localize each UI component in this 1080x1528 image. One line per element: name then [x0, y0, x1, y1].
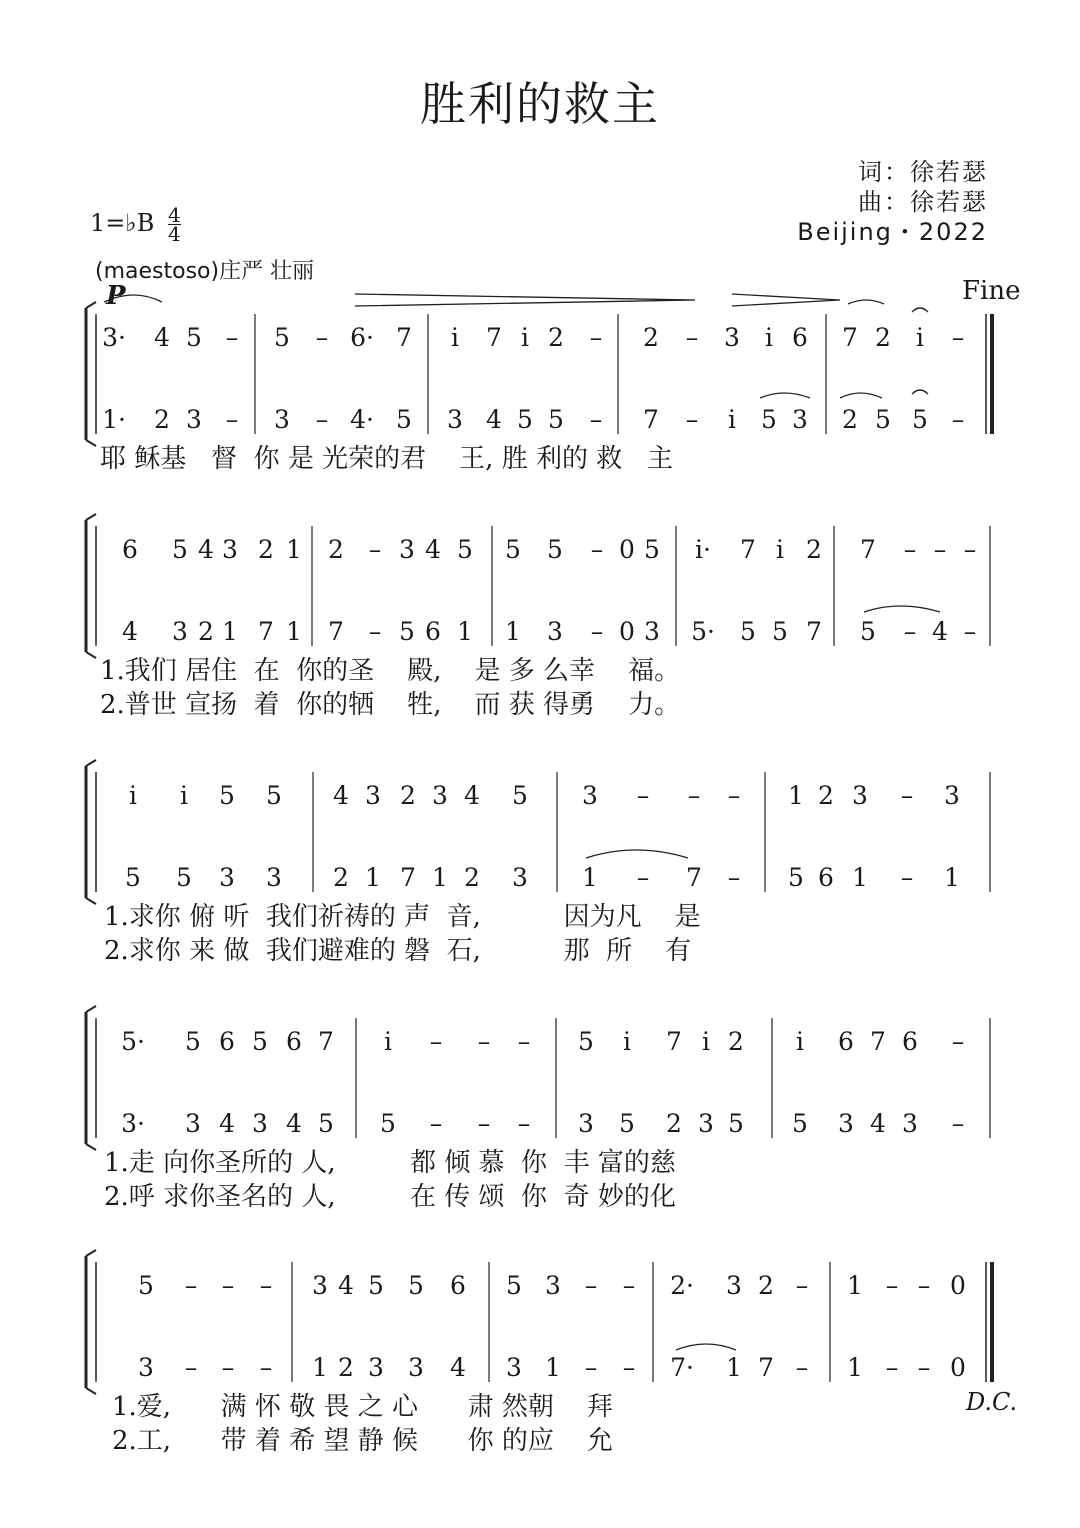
slur — [760, 393, 810, 398]
upper-note: 7 — [860, 535, 876, 564]
lower-note: 7 — [258, 617, 274, 646]
lower-note: 5 — [619, 1109, 635, 1138]
lower-note: 3 — [186, 405, 202, 434]
upper-note: 5 — [408, 1271, 424, 1300]
upper-note: 5 — [252, 1027, 268, 1056]
upper-note: 3 — [852, 781, 868, 810]
place-year-credit: Beijing・2022 — [797, 218, 988, 246]
lower-note: 3 — [274, 405, 290, 434]
slur — [676, 1344, 736, 1350]
lower-note: – — [963, 617, 977, 646]
slur — [864, 606, 940, 612]
lower-note: 1 — [944, 863, 960, 892]
lower-note: 6 — [818, 863, 834, 892]
time-numerator: 4 — [167, 203, 181, 227]
lower-note: – — [429, 1109, 443, 1138]
slur — [586, 850, 688, 858]
upper-note: 3· — [102, 323, 126, 352]
upper-note: – — [225, 323, 239, 352]
lower-note: 2 — [154, 405, 170, 434]
upper-note: 7 — [318, 1027, 334, 1056]
upper-note: – — [727, 781, 741, 810]
system-bracket-hook — [86, 302, 96, 308]
upper-note: 3 — [399, 535, 415, 564]
upper-note: i — [623, 1027, 631, 1056]
lower-note: 1 — [222, 617, 238, 646]
lower-note: 5 — [125, 863, 141, 892]
lower-note: 0 — [619, 617, 635, 646]
dynamic-marking: P — [106, 281, 126, 311]
lower-note: 4 — [486, 405, 502, 434]
upper-note: – — [590, 535, 604, 564]
lower-note: 5 — [875, 405, 891, 434]
lower-note: 3· — [121, 1109, 145, 1138]
upper-note: 5 — [644, 535, 660, 564]
upper-note: 3 — [582, 781, 598, 810]
upper-note: 3 — [222, 535, 238, 564]
upper-note: – — [315, 323, 329, 352]
upper-note: 7 — [666, 1027, 682, 1056]
upper-note: – — [685, 323, 699, 352]
lower-note: – — [622, 1353, 636, 1382]
lyric-line: 1.走 向你圣所的 人, 都 倾 慕 你 丰 富的慈 — [104, 1148, 676, 1178]
lower-note: 1 — [726, 1353, 742, 1382]
lower-note: 1 — [545, 1353, 561, 1382]
key-label: 1=♭B — [90, 209, 155, 237]
lower-note: 1 — [286, 617, 302, 646]
upper-note: 5 — [547, 535, 563, 564]
upper-note: 6 — [792, 323, 808, 352]
upper-note: – — [951, 323, 965, 352]
lyric-line: 2.普世 宣扬 着 你的牺 牲, 而 获 得勇 力。 — [100, 690, 681, 720]
system-bracket-hook — [86, 1388, 96, 1394]
lower-note: 7 — [643, 405, 659, 434]
upper-note: 3 — [545, 1271, 561, 1300]
lower-note: – — [590, 617, 604, 646]
upper-note: 2 — [875, 323, 891, 352]
lower-note: 7 — [686, 863, 702, 892]
fermata — [912, 308, 928, 312]
upper-note: 1 — [847, 1271, 863, 1300]
lower-note: – — [584, 1353, 598, 1382]
lower-note: 2 — [198, 617, 214, 646]
lower-note: – — [221, 1353, 235, 1382]
upper-note: 6 — [286, 1027, 302, 1056]
lower-note: 1 — [505, 617, 521, 646]
time-denominator: 4 — [167, 222, 181, 246]
lower-note: – — [368, 617, 382, 646]
lower-note: 5 — [517, 405, 533, 434]
upper-note: 4 — [425, 535, 441, 564]
upper-note: 2 — [258, 535, 274, 564]
upper-note: – — [903, 535, 917, 564]
upper-note: – — [917, 1271, 931, 1300]
upper-note: – — [259, 1271, 273, 1300]
upper-note: 2 — [728, 1027, 744, 1056]
lower-note: 5 — [761, 405, 777, 434]
upper-note: 5 — [219, 781, 235, 810]
lyric-line: 2.求你 来 做 我们避难的 磐 石, 那 所 有 — [104, 936, 692, 966]
upper-note: 2 — [400, 781, 416, 810]
upper-note: 4 — [338, 1271, 354, 1300]
lower-note: – — [795, 1353, 809, 1382]
upper-note: i· — [695, 535, 711, 564]
upper-note: – — [963, 535, 977, 564]
upper-note: 6 — [219, 1027, 235, 1056]
lyric-line: 1.求你 俯 听 我们祈祷的 声 音, 因为凡 是 — [104, 902, 701, 932]
upper-note: – — [589, 323, 603, 352]
upper-note: 0 — [619, 535, 635, 564]
system-bracket-hook — [86, 1250, 96, 1256]
upper-note: – — [477, 1027, 491, 1056]
upper-note: 5 — [172, 535, 188, 564]
upper-note: 3 — [365, 781, 381, 810]
upper-note: 5 — [185, 1027, 201, 1056]
lower-note: – — [727, 863, 741, 892]
system-bracket-hook — [86, 898, 96, 904]
lower-note: 2 — [464, 863, 480, 892]
lower-note: 1 — [432, 863, 448, 892]
lyric-line: 1.我们 居住 在 你的圣 殿, 是 多 么幸 福。 — [100, 656, 681, 686]
upper-note: 3 — [724, 323, 740, 352]
lower-note: 3 — [838, 1109, 854, 1138]
upper-note: – — [636, 781, 650, 810]
lower-note: 3 — [698, 1109, 714, 1138]
lower-note: 3 — [266, 863, 282, 892]
upper-note: 4 — [333, 781, 349, 810]
lower-note: 1 — [365, 863, 381, 892]
upper-note: – — [933, 535, 947, 564]
lower-note: 1 — [852, 863, 868, 892]
lyricist-credit: 词：徐若瑟 — [858, 158, 988, 186]
upper-note: 4 — [464, 781, 480, 810]
fine-marking: Fine — [962, 276, 1021, 306]
lower-note: 6 — [425, 617, 441, 646]
composer-credit: 曲：徐若瑟 — [858, 188, 988, 216]
page-title: 胜利的救主 — [420, 77, 660, 131]
upper-note: 6 — [902, 1027, 918, 1056]
upper-note: 6 — [450, 1271, 466, 1300]
upper-note: 5 — [512, 781, 528, 810]
crescendo-hairpin — [732, 294, 840, 306]
upper-note: 5 — [505, 535, 521, 564]
upper-note: – — [517, 1027, 531, 1056]
lyric-line: 1.爱, 满 怀 敬 畏 之 心 肃 然朝 拜 — [112, 1392, 613, 1422]
upper-note: 1 — [788, 781, 804, 810]
lower-note: 7 — [806, 617, 822, 646]
slur — [840, 393, 882, 398]
lower-note: 7· — [670, 1353, 694, 1382]
dc-marking: D.C. — [966, 1388, 1018, 1416]
lower-note: i — [728, 405, 736, 434]
upper-note: i — [384, 1027, 392, 1056]
upper-note: 2 — [328, 535, 344, 564]
upper-note: 3 — [726, 1271, 742, 1300]
lower-note: 3 — [252, 1109, 268, 1138]
upper-note: 6 — [838, 1027, 854, 1056]
lower-note: 3 — [506, 1353, 522, 1382]
system-bracket-hook — [86, 1006, 96, 1012]
lower-note: 5 — [380, 1109, 396, 1138]
lower-note: – — [903, 617, 917, 646]
upper-note: i — [776, 535, 784, 564]
upper-note: 5 — [274, 323, 290, 352]
upper-note: 3 — [312, 1271, 328, 1300]
lower-note: 3 — [902, 1109, 918, 1138]
upper-note: 5 — [506, 1271, 522, 1300]
lyric-line: 2.呼 求你圣名的 人, 在 传 颂 你 奇 妙的化 — [104, 1182, 676, 1212]
lower-note: 0 — [950, 1353, 966, 1382]
lower-note: 3 — [644, 617, 660, 646]
lower-note: 2 — [333, 863, 349, 892]
lower-note: 7 — [400, 863, 416, 892]
lower-note: 1 — [312, 1353, 328, 1382]
lower-note: – — [225, 405, 239, 434]
upper-note: – — [795, 1271, 809, 1300]
upper-note: – — [687, 781, 701, 810]
lower-note: 5 — [728, 1109, 744, 1138]
upper-note: – — [900, 781, 914, 810]
slur — [104, 295, 162, 302]
lower-note: 2 — [666, 1109, 682, 1138]
upper-note: 5 — [266, 781, 282, 810]
upper-note: 2 — [758, 1271, 774, 1300]
lower-note: 3 — [172, 617, 188, 646]
upper-note: 7 — [842, 323, 858, 352]
upper-note: 2· — [670, 1271, 694, 1300]
lower-note: 5 — [772, 617, 788, 646]
lower-note: 1· — [102, 405, 126, 434]
lower-note: – — [477, 1109, 491, 1138]
upper-note: i — [702, 1027, 710, 1056]
upper-note: – — [584, 1271, 598, 1300]
slur — [848, 300, 884, 304]
upper-note: 5 — [186, 323, 202, 352]
system-bracket-hook — [86, 652, 96, 658]
upper-note: – — [368, 535, 382, 564]
upper-note: i — [521, 323, 529, 352]
upper-note: 7 — [486, 323, 502, 352]
upper-note: 2 — [643, 323, 659, 352]
lower-note: 7 — [758, 1353, 774, 1382]
lower-note: 5 — [788, 863, 804, 892]
upper-note: 6 — [122, 535, 138, 564]
upper-note: i — [765, 323, 773, 352]
lower-note: 3 — [512, 863, 528, 892]
upper-note: 2 — [818, 781, 834, 810]
lower-note: 5 — [399, 617, 415, 646]
lower-note: – — [951, 1109, 965, 1138]
lower-note: 1 — [457, 617, 473, 646]
fermata — [912, 390, 928, 394]
system-bracket-hook — [86, 1144, 96, 1150]
lower-note: 5 — [548, 405, 564, 434]
upper-note: 3 — [944, 781, 960, 810]
lower-note: 4 — [219, 1109, 235, 1138]
lower-note: 3 — [219, 863, 235, 892]
upper-note: – — [221, 1271, 235, 1300]
upper-note: 5 — [138, 1271, 154, 1300]
lower-note: – — [885, 1353, 899, 1382]
upper-note: 6· — [350, 323, 374, 352]
lower-note: 2 — [338, 1353, 354, 1382]
lower-note: 5 — [912, 405, 928, 434]
lower-note: 7 — [328, 617, 344, 646]
lower-note: 3 — [368, 1353, 384, 1382]
lower-note: – — [259, 1353, 273, 1382]
upper-note: 4 — [154, 323, 170, 352]
lower-note: 3 — [138, 1353, 154, 1382]
upper-note: 2 — [548, 323, 564, 352]
upper-note: 3 — [432, 781, 448, 810]
lower-note: – — [589, 405, 603, 434]
upper-note: – — [429, 1027, 443, 1056]
lower-note: – — [315, 405, 329, 434]
upper-note: – — [885, 1271, 899, 1300]
lyric-line: 耶 稣基 督 你 是 光荣的君 王, 胜 利的 救 主 — [100, 444, 674, 474]
system-bracket-hook — [86, 514, 96, 520]
upper-note: 7 — [740, 535, 756, 564]
lower-note: 3 — [578, 1109, 594, 1138]
upper-note: 5· — [121, 1027, 145, 1056]
upper-note: 5 — [578, 1027, 594, 1056]
lower-note: – — [184, 1353, 198, 1382]
lower-note: 4 — [286, 1109, 302, 1138]
upper-note: 4 — [198, 535, 214, 564]
upper-note: – — [622, 1271, 636, 1300]
lower-note: – — [517, 1109, 531, 1138]
upper-note: 2 — [806, 535, 822, 564]
lower-note: 5 — [176, 863, 192, 892]
upper-note: i — [916, 323, 924, 352]
upper-note: i — [451, 323, 459, 352]
upper-note: – — [184, 1271, 198, 1300]
system-bracket-hook — [86, 760, 96, 766]
lower-note: 2 — [842, 405, 858, 434]
upper-note: 7 — [870, 1027, 886, 1056]
lower-note: 5· — [691, 617, 715, 646]
lower-note: 5 — [792, 1109, 808, 1138]
upper-note: – — [951, 1027, 965, 1056]
lower-note: 4 — [122, 617, 138, 646]
upper-note: 7 — [396, 323, 412, 352]
lyric-line: 2.工, 带 着 希 望 静 候 你 的应 允 — [112, 1426, 613, 1456]
lower-note: – — [917, 1353, 931, 1382]
upper-note: 5 — [368, 1271, 384, 1300]
upper-note: 1 — [286, 535, 302, 564]
lower-note: 5 — [396, 405, 412, 434]
upper-note: i — [796, 1027, 804, 1056]
lower-note: 3 — [547, 617, 563, 646]
upper-note: 0 — [950, 1271, 966, 1300]
lower-note: 3 — [792, 405, 808, 434]
lower-note: – — [636, 863, 650, 892]
lower-note: 5 — [740, 617, 756, 646]
system-bracket-hook — [86, 440, 96, 446]
lower-note: 3 — [185, 1109, 201, 1138]
lower-note: – — [685, 405, 699, 434]
lower-note: 5 — [860, 617, 876, 646]
lower-note: 4 — [870, 1109, 886, 1138]
lower-note: – — [900, 863, 914, 892]
upper-note: 5 — [457, 535, 473, 564]
lower-note: 3 — [447, 405, 463, 434]
upper-note: i — [180, 781, 188, 810]
lower-note: 3 — [408, 1353, 424, 1382]
upper-note: i — [129, 781, 137, 810]
lower-note: 4 — [450, 1353, 466, 1382]
lower-note: – — [951, 405, 965, 434]
crescendo-hairpin — [355, 294, 695, 306]
lower-note: 1 — [582, 863, 598, 892]
lower-note: 1 — [847, 1353, 863, 1382]
tempo-marking: (maestoso)庄严 壮丽 — [95, 259, 315, 284]
lower-note: 4· — [350, 405, 374, 434]
lower-note: 5 — [318, 1109, 334, 1138]
lower-note: 4 — [932, 617, 948, 646]
